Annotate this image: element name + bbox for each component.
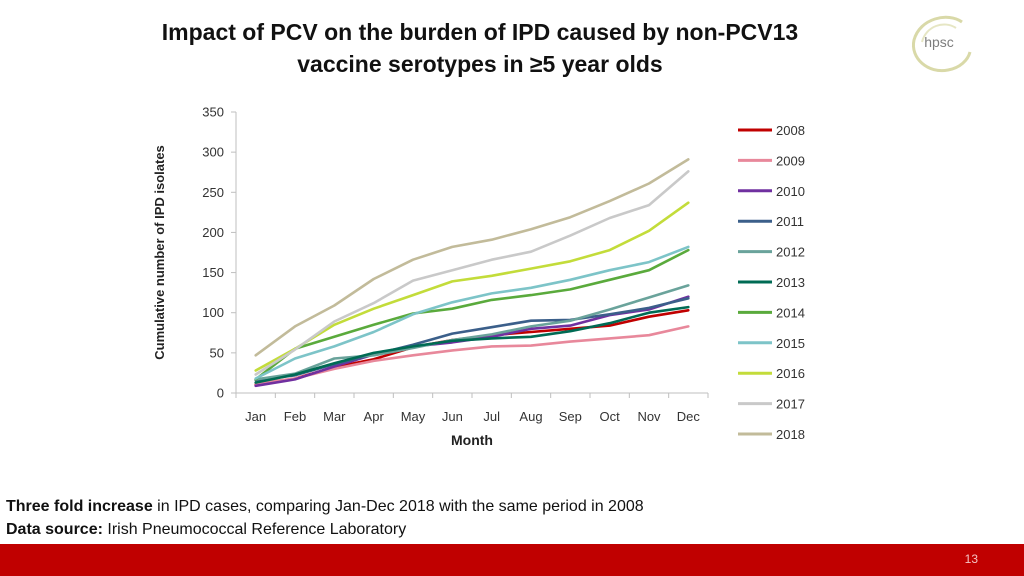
y-tick-label: 200 xyxy=(202,224,224,240)
x-axis-title: Month xyxy=(451,432,493,448)
x-tick-label: Nov xyxy=(637,409,661,424)
footnote-source-text: Irish Pneumococcal Reference Laboratory xyxy=(102,521,407,538)
x-tick-label: Feb xyxy=(283,409,307,424)
title-line-2: vaccine serotypes in ≥5 year olds xyxy=(297,51,663,77)
series-line-2009 xyxy=(256,326,689,383)
y-tick-label: 0 xyxy=(216,385,224,401)
footnote-increase xyxy=(6,498,644,516)
series-line-2016 xyxy=(256,203,689,371)
logo-text: hpsc xyxy=(924,34,954,50)
y-tick-label: 150 xyxy=(202,265,224,281)
x-tick-label: Jul xyxy=(483,409,500,424)
legend-label-2018: 2018 xyxy=(776,427,805,442)
series-layer xyxy=(256,159,689,385)
legend-label-2016: 2016 xyxy=(776,366,805,382)
x-tick-label: Jan xyxy=(245,409,267,424)
footer-bar xyxy=(0,544,1024,576)
x-tick-label: Oct xyxy=(599,409,620,424)
legend-label-2014: 2014 xyxy=(776,305,805,321)
footnote-increase-bold: Three fold increase xyxy=(6,498,153,515)
x-axis xyxy=(236,393,708,424)
y-tick-label: 350 xyxy=(202,104,224,120)
footnote-source-bold: Data source: xyxy=(6,521,103,538)
y-axis-title: Cumulative number of IPD isolates xyxy=(152,145,167,360)
x-tick-label: Aug xyxy=(519,409,543,424)
slide-title xyxy=(30,16,930,80)
x-tick-label: Sep xyxy=(558,409,582,424)
legend-label-2017: 2017 xyxy=(776,396,805,412)
x-tick-label: May xyxy=(400,409,426,424)
x-tick-label: Dec xyxy=(676,409,700,424)
hpsc-logo xyxy=(908,14,988,76)
legend-label-2010: 2010 xyxy=(776,183,805,199)
footnote-source xyxy=(6,521,406,539)
series-line-2017 xyxy=(256,171,689,374)
footnote-increase-text: in IPD cases, comparing Jan-Dec 2018 with the same period in 2008 xyxy=(152,498,644,515)
y-tick-label: 300 xyxy=(202,144,224,160)
title-line-1: Impact of PCV on the burden of IPD caused by non-PCV13 xyxy=(161,19,799,45)
page-number: 13 xyxy=(964,552,978,566)
y-tick-label: 250 xyxy=(202,184,224,200)
legend-label-2013: 2013 xyxy=(776,275,805,290)
series-line-2018 xyxy=(256,159,689,355)
y-tick-label: 100 xyxy=(202,305,224,321)
y-axis xyxy=(202,105,236,401)
legend-label-2015: 2015 xyxy=(776,335,805,351)
y-tick-label: 50 xyxy=(209,345,224,361)
legend xyxy=(738,123,805,442)
series-line-2014 xyxy=(256,250,689,379)
legend-label-2008: 2008 xyxy=(776,123,805,138)
x-tick-label: Jun xyxy=(441,409,463,424)
legend-label-2012: 2012 xyxy=(776,244,805,260)
x-tick-label: Mar xyxy=(323,409,346,424)
legend-label-2009: 2009 xyxy=(776,153,805,169)
x-tick-label: Apr xyxy=(363,409,384,424)
legend-label-2011: 2011 xyxy=(776,214,804,230)
line-chart xyxy=(140,100,820,450)
